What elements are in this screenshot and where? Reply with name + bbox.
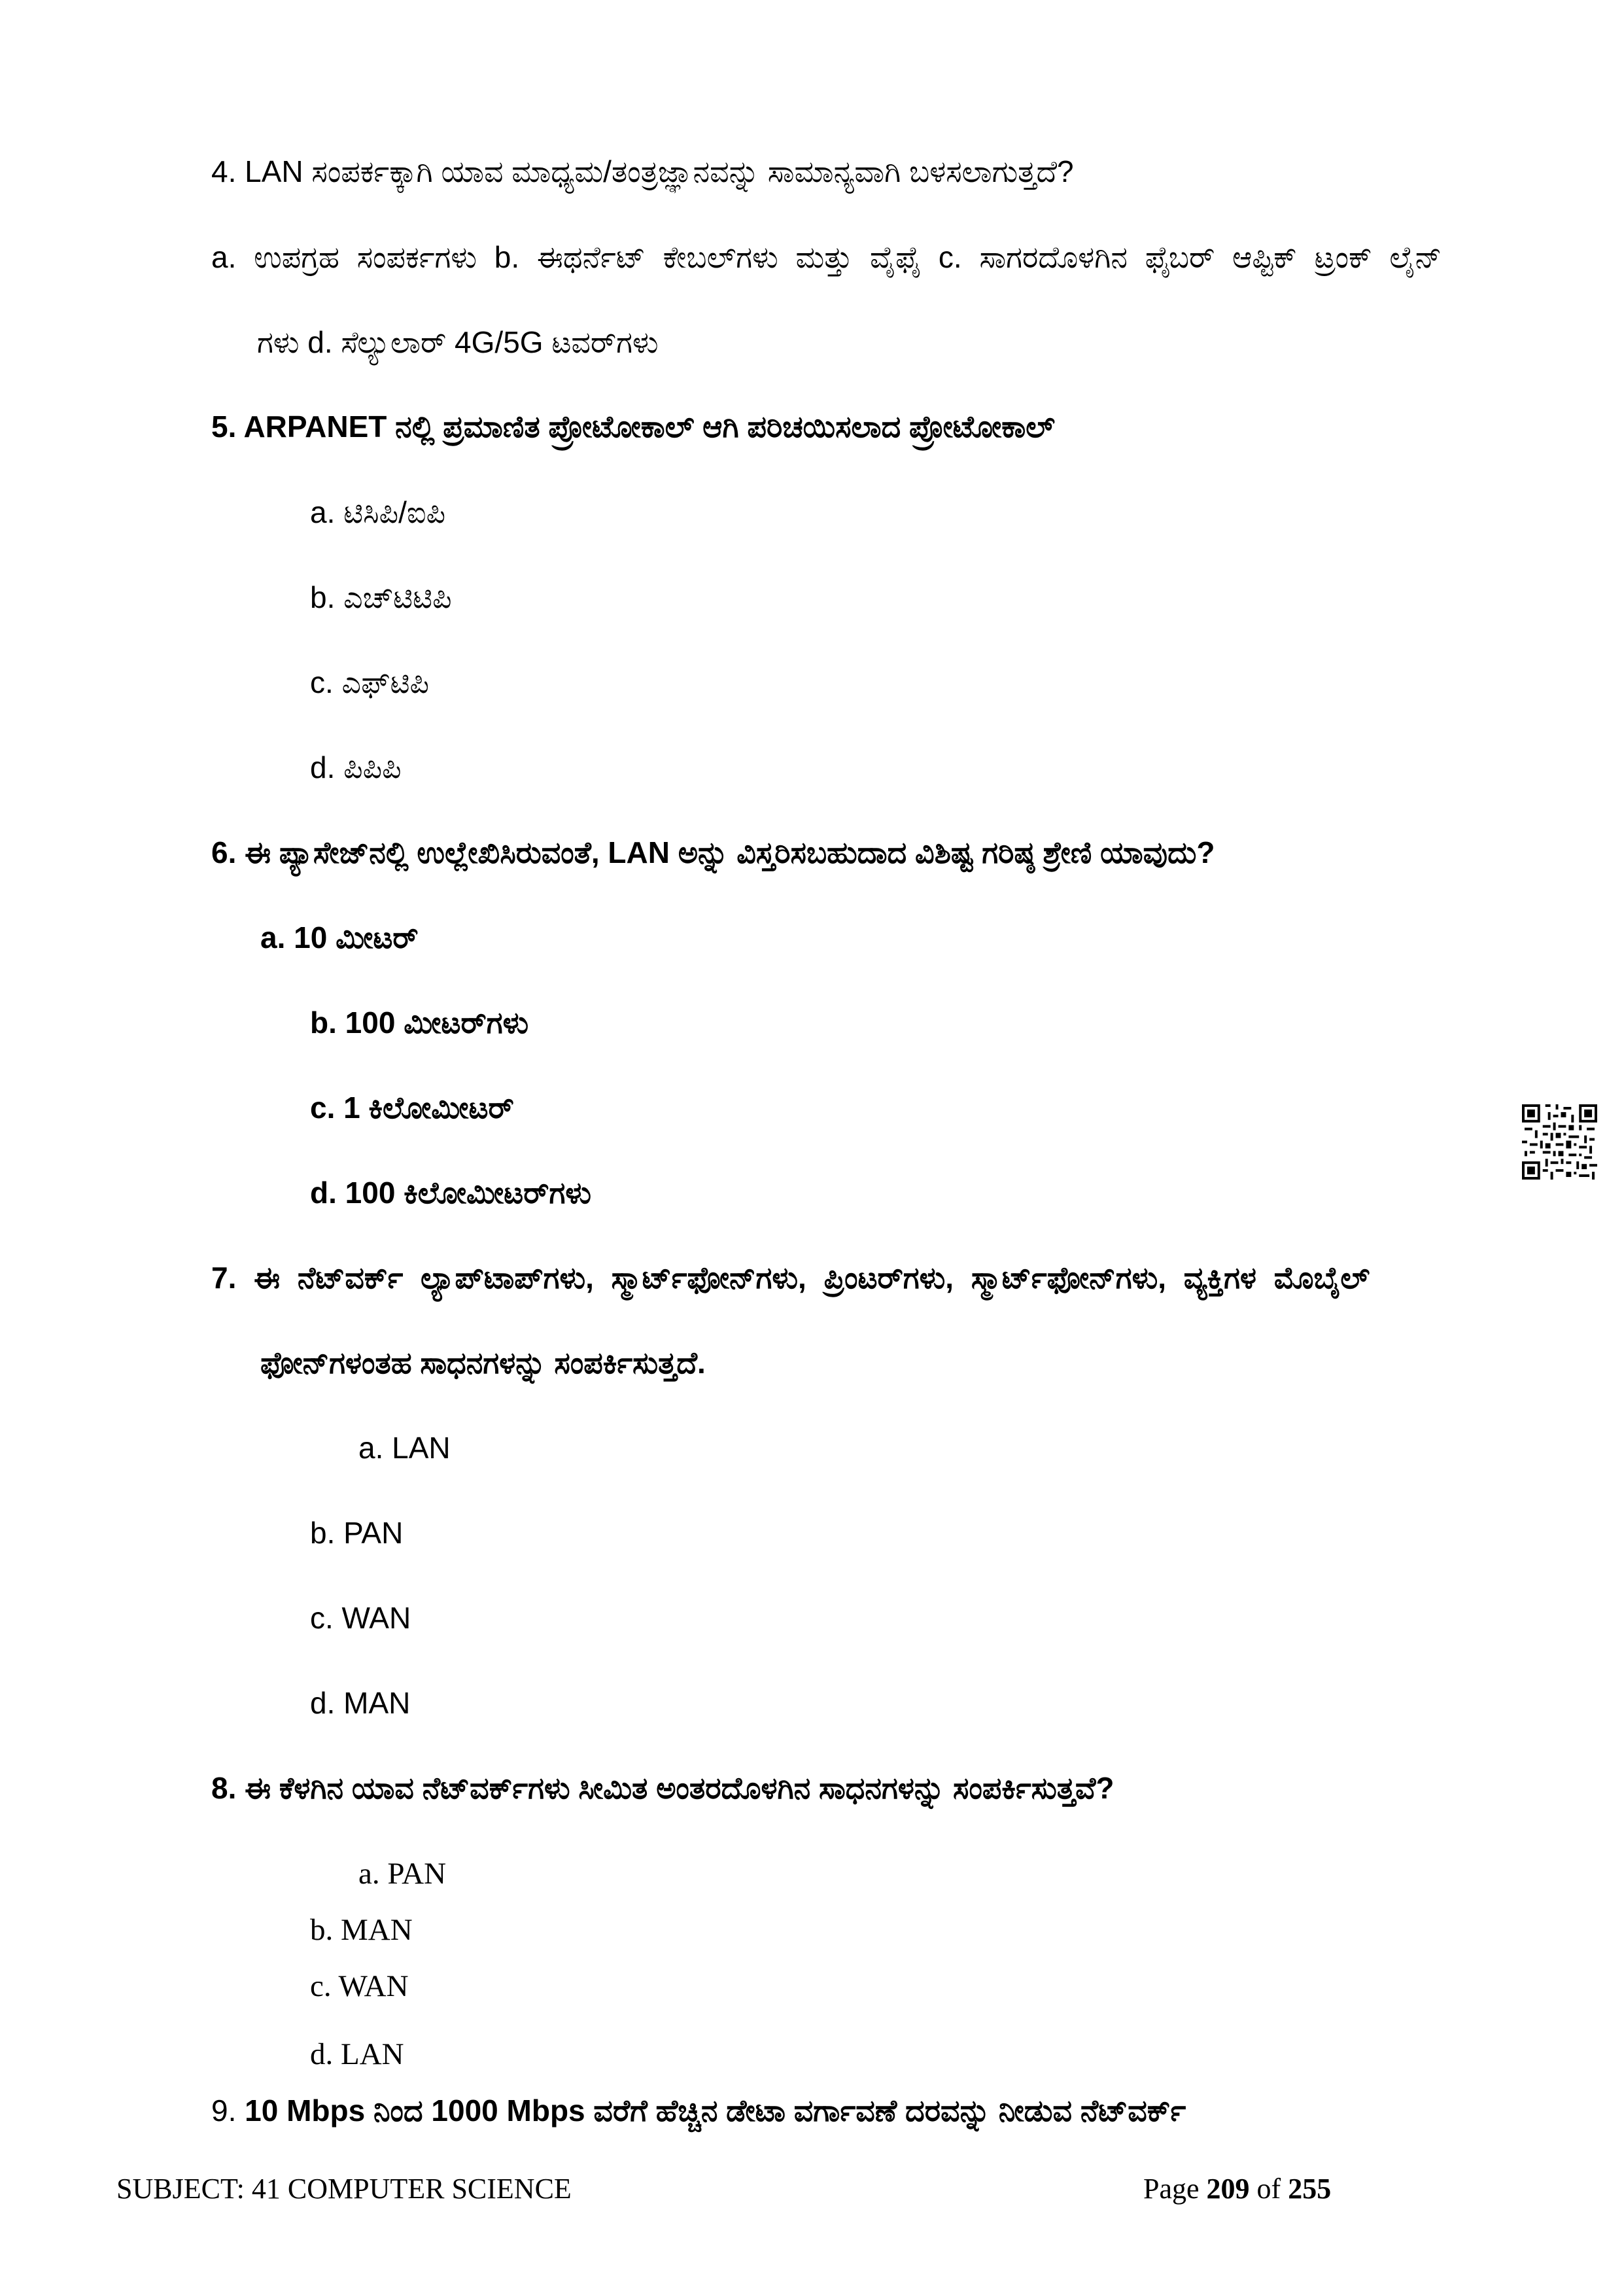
footer-subject: SUBJECT: 41 COMPUTER SCIENCE <box>116 2173 572 2205</box>
question-6 <box>211 833 1215 872</box>
question-8-option-d: d. LAN <box>310 2037 404 2071</box>
question-5-option-a: a. ಟಿಸಿಪಿ/ಐಪಿ <box>310 495 446 529</box>
question-6-option-a: a. 10 ಮೀಟರ್ <box>260 920 419 955</box>
question-6-option-c: c. 1 ಕಿಲೋಮೀಟರ್ <box>310 1091 514 1125</box>
question-7-option-b: b. PAN <box>310 1516 404 1550</box>
question-5-option-b: b. ಎಚ್‌ಟಿಟಿಪಿ <box>310 580 452 614</box>
page-of-label: of <box>1256 2173 1281 2205</box>
question-5-option-d: d. ಪಿಪಿಪಿ <box>310 750 402 784</box>
question-5 <box>211 407 1055 446</box>
question-4-options-line-1: a. ಉಪಗ್ರಹ ಸಂಪರ್ಕಗಳು b. ಈಥರ್ನೆಟ್ ಕೇಬಲ್‌ಗಳು ಮತ್ತು ವೈಫೈ c. ಸಾಗರದೊಳಗಿನ ಫೈಬರ್ ಆಪ್ಟಿಕ್ ಟ್ರಂಕ್ ಲೈನ್ <box>211 240 1442 274</box>
question-8 <box>211 1768 1114 1808</box>
current-page: 209 <box>1206 2173 1250 2205</box>
question-4-options-line-2: ಗಳು d. ಸೆಲ್ಯುಲಾರ್ 4G/5G ಟವರ್‌ಗಳು <box>257 325 659 359</box>
question-text: ಈ ಕೆಳಗಿನ ಯಾವ ನೆಟ್‌ವರ್ಕ್‌ಗಳು ಸೀಮಿತ ಅಂತರದೊಳಗಿನ ಸಾಧನಗಳನ್ನು ಸಂಪರ್ಕಿಸುತ್ತವೆ? <box>245 1771 1114 1805</box>
question-6-option-d: d. 100 ಕಿಲೋಮೀಟರ್‌ಗಳು <box>310 1176 591 1210</box>
page-label: Page <box>1143 2173 1200 2205</box>
qr-code-icon <box>1522 1104 1597 1180</box>
question-6-option-b: b. 100 ಮೀಟರ್‌ಗಳು <box>310 1006 529 1040</box>
question-number: 4. <box>211 154 237 188</box>
question-9 <box>211 2091 1186 2130</box>
question-text: 10 Mbps ನಿಂದ 1000 Mbps ವರೆಗೆ ಹೆಚ್ಚಿನ ಡೇಟಾ ವರ್ಗಾವಣೆ ದರವನ್ನು ನೀಡುವ ನೆಟ್‌ವರ್ಕ್ <box>245 2094 1186 2128</box>
question-number: 5. <box>211 410 237 444</box>
question-7-option-d: d. MAN <box>310 1686 411 1720</box>
question-4 <box>211 152 1074 191</box>
question-5-option-c: c. ಎಫ್‌ಟಿಪಿ <box>310 665 430 699</box>
question-number: 8. <box>211 1771 237 1805</box>
question-text: ಈ ನೆಟ್‌ವರ್ಕ್ ಲ್ಯಾಪ್‌ಟಾಪ್‌ಗಳು, ಸ್ಮಾರ್ಟ್‌ಫೋನ್‌ಗಳು, ಪ್ರಿಂಟರ್‌ಗಳು, ಸ್ಮಾರ್ಟ್‌ಫೋನ್‌ಗಳು, ವ್ಯಕ್ತಿಗಳ ಮೊಬೈಲ್ <box>254 1261 1370 1295</box>
question-7 <box>211 1258 1370 1297</box>
total-pages: 255 <box>1288 2173 1332 2205</box>
question-number: 6. <box>211 835 237 869</box>
question-text: LAN ಸಂಪರ್ಕಕ್ಕಾಗಿ ಯಾವ ಮಾಧ್ಯಮ/ತಂತ್ರಜ್ಞಾನವನ್ನು ಸಾಮಾನ್ಯವಾಗಿ ಬಳಸಲಾಗುತ್ತದೆ? <box>245 154 1074 188</box>
question-text: ಈ ಪ್ಯಾಸೇಜ್‌ನಲ್ಲಿ ಉಲ್ಲೇಖಿಸಿರುವಂತೆ, LAN ಅನ್ನು ವಿಸ್ತರಿಸಬಹುದಾದ ವಿಶಿಷ್ಟ ಗರಿಷ್ಠ ಶ್ರೇಣಿ ಯಾವುದು? <box>245 835 1215 869</box>
question-7-text-line-2: ಫೋನ್‌ಗಳಂತಹ ಸಾಧನಗಳನ್ನು ಸಂಪರ್ಕಿಸುತ್ತದೆ. <box>260 1346 706 1380</box>
question-8-option-c: c. WAN <box>310 1969 409 2003</box>
question-number: 9. <box>211 2094 237 2128</box>
question-number: 7. <box>211 1261 237 1295</box>
question-7-option-a: a. LAN <box>358 1431 451 1465</box>
question-8-option-a: a. PAN <box>358 1857 447 1891</box>
question-8-option-b: b. MAN <box>310 1913 413 1947</box>
footer-page-number <box>1143 2171 1331 2207</box>
question-7-option-c: c. WAN <box>310 1601 411 1635</box>
question-text: ARPANET ನಲ್ಲಿ ಪ್ರಮಾಣಿತ ಪ್ರೋಟೋಕಾಲ್ ಆಗಿ ಪರಿಚಯಿಸಲಾದ ಪ್ರೋಟೋಕಾಲ್ <box>243 410 1055 444</box>
